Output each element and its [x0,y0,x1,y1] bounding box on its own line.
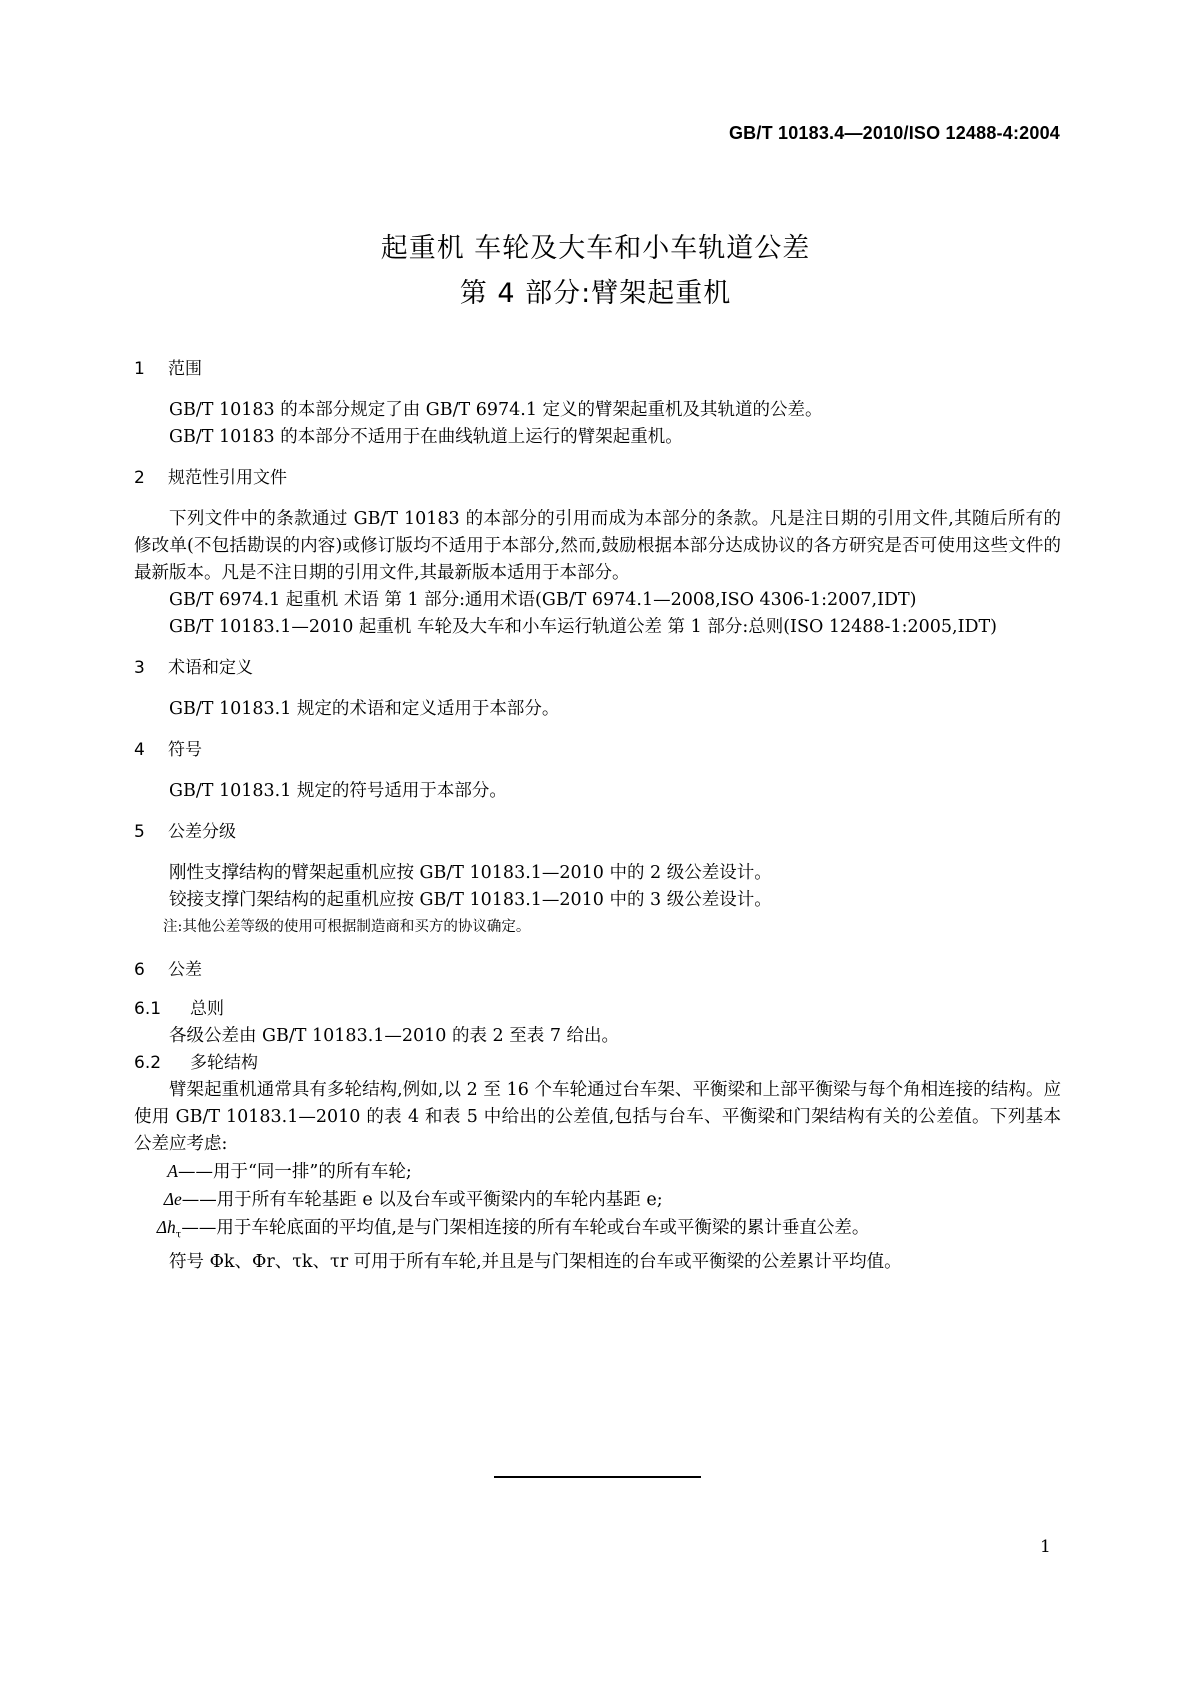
document-title-line2: 第 4 部分:臂架起重机 [459,278,732,309]
paragraph: 铰接支撑门架结构的起重机应按 GB/T 10183.1—2010 中的 3 级公差设计。 [169,890,772,910]
paragraph: GB/T 10183.1 规定的符号适用于本部分。 [169,781,507,801]
section-6-1-heading [134,996,1061,1023]
section-6-heading [134,957,1061,984]
section-5-heading [134,819,1061,846]
document-title-line1: 起重机 车轮及大车和小车轨道公差 [380,233,811,264]
symbol: Δh [156,1217,176,1237]
symbol: Δe [163,1189,182,1209]
section-title: 规范性引用文件 [168,468,287,488]
section-number: 6.2 [134,1053,162,1073]
section-2-heading [134,465,1061,492]
section-number: 3 [134,658,145,678]
section-number: 6.1 [134,999,162,1019]
section-number: 1 [134,359,145,379]
paragraph: 各级公差由 GB/T 10183.1—2010 的表 2 至表 7 给出。 [169,1026,620,1046]
paragraph: GB/T 10183 的本部分规定了由 GB/T 6974.1 定义的臂架起重机及其轨道的公差。 [169,400,823,420]
section-title: 总则 [190,999,224,1019]
document-body [134,356,1061,1276]
paragraph: GB/T 10183 的本部分不适用于在曲线轨道上运行的臂架起重机。 [169,427,683,447]
paragraph: 符号 Φk、Φr、τk、τr 可用于所有车轮,并且是与门架相连的台车或平衡梁的公差累计平均值。 [169,1251,902,1272]
paragraph: 臂架起重机通常具有多轮结构,例如,以 2 至 16 个车轮通过台车架、平衡梁和上部平衡梁与每个角相连接的结构。应使用 GB/T 10183.1—2010 的表 4 和表 5 中给出的公差值,包括与台车、平衡梁和门架结构有关的公差值。下列基本公差应考虑: [134,1080,1061,1154]
paragraph: 刚性支撑结构的臂架起重机应按 GB/T 10183.1—2010 中的 2 级公差设计。 [169,863,772,883]
reference-item: GB/T 10183.1—2010 起重机 车轮及大车和小车运行轨道公差 第 1 部分:总则(ISO 12488-1:2005,IDT) [169,617,998,637]
symbol-definition [134,1158,1061,1186]
note: 注:其他公差等级的使用可根据制造商和买方的协议确定。 [163,919,531,935]
section-4-heading [134,737,1061,764]
section-title: 多轮结构 [190,1053,258,1073]
page-number: 1 [1040,1537,1051,1557]
footer-rule [494,1476,701,1478]
symbol-subscript: τ [175,1229,182,1241]
section-title: 公差分级 [168,822,236,842]
standard-code: GB/T 10183.4—2010/ISO 12488-4:2004 [728,123,1060,143]
section-number: 5 [134,822,145,842]
section-title: 公差 [168,960,202,980]
paragraph: 下列文件中的条款通过 GB/T 10183 的本部分的引用而成为本部分的条款。凡是注日期的引用文件,其随后所有的修改单(不包括勘误的内容)或修订版均不适用于本部分,然而,鼓励根据本部分达成协议的各方研究是否可使用这些文件的最新版本。凡是不注日期的引用文件,其最新版本适用于本部分。 [134,509,1061,583]
section-number: 6 [134,960,145,980]
section-3-heading [134,655,1061,682]
section-number: 4 [134,740,145,760]
symbol: A [167,1161,178,1181]
section-title: 范围 [168,359,202,379]
section-title: 术语和定义 [168,658,253,678]
symbol-text: ——用于车轮底面的平均值,是与门架相连接的所有车轮或台车或平衡梁的累计垂直公差。 [181,1218,870,1238]
section-title: 符号 [168,740,202,760]
paragraph: GB/T 10183.1 规定的术语和定义适用于本部分。 [169,699,560,719]
symbol-text: ——用于所有车轮基距 e 以及台车或平衡梁内的车轮内基距 e; [181,1190,663,1210]
symbol-definition [134,1186,1061,1214]
reference-item: GB/T 6974.1 起重机 术语 第 1 部分:通用术语(GB/T 6974.1—2008,ISO 4306-1:2007,IDT) [169,590,917,610]
section-1-heading [134,356,1061,383]
symbol-definition [134,1214,1061,1249]
section-6-2-heading [134,1050,1061,1077]
section-number: 2 [134,468,145,488]
symbol-text: ——用于“同一排”的所有车轮; [177,1162,412,1182]
